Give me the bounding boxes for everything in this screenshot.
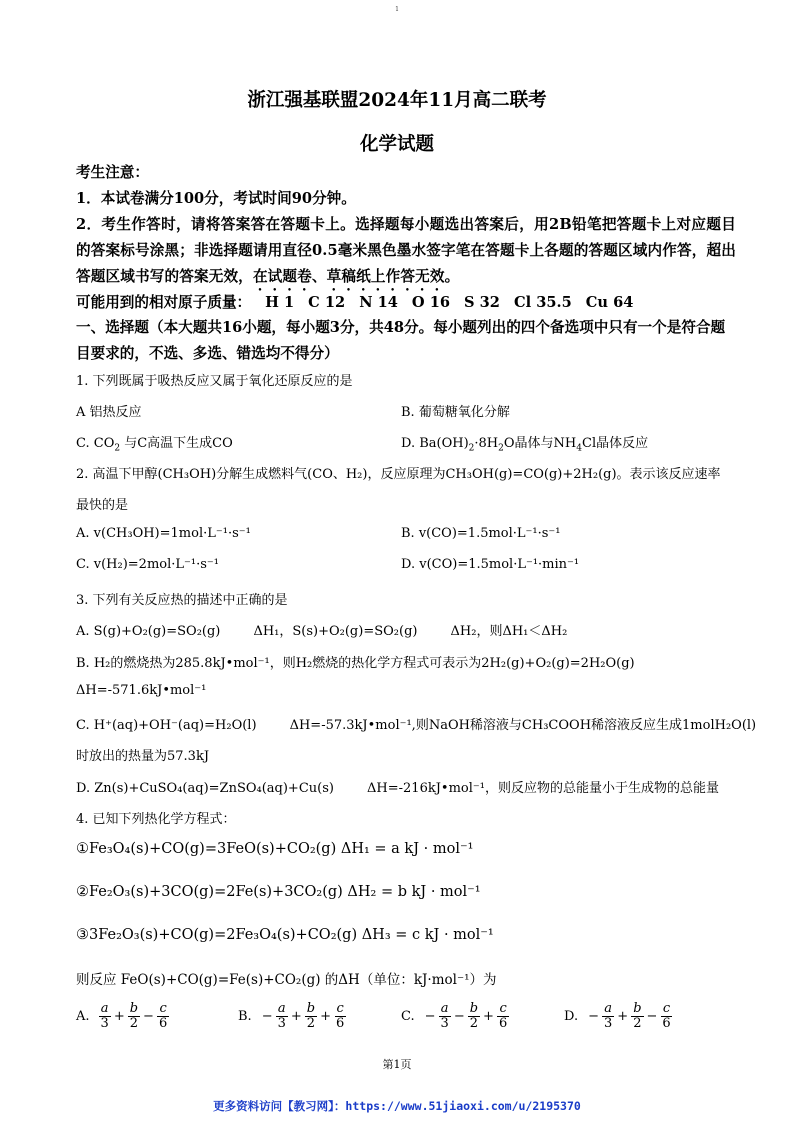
mass-c: C 12 (308, 294, 346, 311)
q1-option-d: D. $Ba(OH)_2\cdot 8H_2O$晶体与$NH_4Cl$晶体反应 (401, 436, 649, 454)
q4-option-a: A. $\frac{a}{3}$ + $\frac{b}{2}$ − $\frac{c}{6}$ (76, 1001, 168, 1031)
q1-option-b: B. 葡萄糖氧化分解 (401, 405, 510, 420)
mass-o: O 16 (411, 294, 451, 311)
page-subtitle: 化学试题 (359, 134, 434, 155)
q2-stem-line-1: 2. 高温下甲醇(CH₃OH)分解生成燃料气(CO、H₂)，反应原理为CH₃OH(g)=CO(g)+2H₂(g)。表示该反应速率 (76, 467, 721, 482)
notice-item-2: 2．考生作答时，请将答案答在答题卡上。选择题每小题选出答案后，用2B铅笔把答题卡上对应题目的答案标号涂黑；非选择题请用直径0.5毫米黑色墨水签字笔在答题卡上各题的答题区域内作答，超出答题区域书写的答案无效，在试题卷、草稿纸上作答无效。 (76, 216, 736, 285)
q4-option-d: D. − $\frac{a}{3}$ + $\frac{b}{2}$ − $\frac{c}{6}$ (564, 1001, 671, 1031)
page-number: 第1页 (382, 1058, 412, 1071)
q4-stem: 4. 已知下列热化学方程式： (76, 812, 236, 827)
atomic-masses-label: 可能用到的相对原子质量： (76, 294, 252, 311)
q3-option-d: D. Zn(s)+CuSO₄(aq)=ZnSO₄(aq)+Cu(s) ΔH=-216kJ•mol⁻¹，则反应物的总能量小于生成物的总能量 (76, 781, 719, 796)
q4-equation-1: ①Fe₃O₄(s)+CO(g)=3FeO(s)+CO₂(g) ΔH₁ = a kJ · mol⁻¹ (76, 841, 474, 857)
q4-equation-3: ③3Fe₂O₃(s)+CO(g)=2Fe₃O₄(s)+CO₂(g) ΔH₃ = c kJ · mol⁻¹ (76, 927, 494, 943)
footer-link[interactable]: 更多资料访问【教习网】：https://www.51jiaoxi.com/u/2195370 (213, 1099, 581, 1113)
notice-heading: 考生注意： (76, 164, 149, 181)
top-mark: 1 (395, 6, 399, 13)
page-title: 浙江强基联盟2024年11月高二联考 (247, 90, 547, 111)
q3-option-b-line-1: B. H₂的燃烧热为285.8kJ•mol⁻¹，则H₂燃烧的热化学方程式可表示为2H₂(g)+O₂(g)=2H₂O(g) (76, 656, 635, 671)
notice-item-1: 1．本试卷满分100分，考试时间90分钟。 (76, 190, 356, 207)
q1-option-a: A 铝热反应 (76, 405, 142, 420)
q3-stem: 3. 下列有关反应热的描述中正确的是 (76, 593, 288, 608)
q3-option-c-line-1: C. H⁺(aq)+OH⁻(aq)=H₂O(l) ΔH=-57.3kJ•mol⁻¹,则NaOH稀溶液与CH₃COOH稀溶液反应生成1molH₂O(l) (76, 718, 757, 733)
mass-h: H 1 (265, 294, 295, 311)
q2-option-d: D. v(CO)=1.5mol·L⁻¹·min⁻¹ (401, 557, 580, 572)
atomic-masses (76, 291, 736, 312)
q1-option-c: C. $CO_2$ 与C高温下生成CO (76, 436, 233, 454)
q2-option-a: A. v(CH₃OH)=1mol·L⁻¹·s⁻¹ (76, 526, 251, 541)
q3-option-b-line-2: ΔH=-571.6kJ•mol⁻¹ (76, 683, 207, 698)
q4-question: 则反应 FeO(s)+CO(g)=Fe(s)+CO₂(g) 的ΔH（单位：kJ·mol⁻¹）为 (76, 972, 497, 988)
mass-cu: Cu 64 (585, 294, 634, 311)
section-1-heading: 一、选择题（本大题共16小题，每小题3分，共48分。每小题列出的四个备选项中只有一个是符合题目要求的，不选、多选、错选均不得分） (76, 319, 726, 362)
q4-option-b: B. − $\frac{a}{3}$ + $\frac{b}{2}$ + $\frac{c}{6}$ (238, 1001, 345, 1031)
q1-stem: 1. 下列既属于吸热反应又属于氧化还原反应的是 (76, 374, 353, 389)
q4-equation-2: ②Fe₂O₃(s)+3CO(g)=2Fe(s)+3CO₂(g) ΔH₂ = b kJ · mol⁻¹ (76, 884, 481, 900)
mass-s: S 32 (464, 294, 500, 311)
q2-option-b: B. v(CO)=1.5mol·L⁻¹·s⁻¹ (401, 526, 561, 541)
mass-n: N 14 (359, 294, 398, 311)
mass-cl: Cl 35.5 (513, 294, 572, 311)
q2-option-c: C. v(H₂)=2mol·L⁻¹·s⁻¹ (76, 557, 219, 572)
q2-stem-line-2: 最快的是 (76, 498, 129, 513)
q4-option-c: C. − $\frac{a}{3}$ − $\frac{b}{2}$ + $\frac{c}{6}$ (401, 1001, 508, 1031)
q3-option-c-line-2: 时放出的热量为57.3kJ (76, 749, 210, 764)
q3-option-a: A. S(g)+O₂(g)=SO₂(g) ΔH₁，S(s)+O₂(g)=SO₂(g) ΔH₂，则ΔH₁＜ΔH₂ (76, 624, 568, 639)
